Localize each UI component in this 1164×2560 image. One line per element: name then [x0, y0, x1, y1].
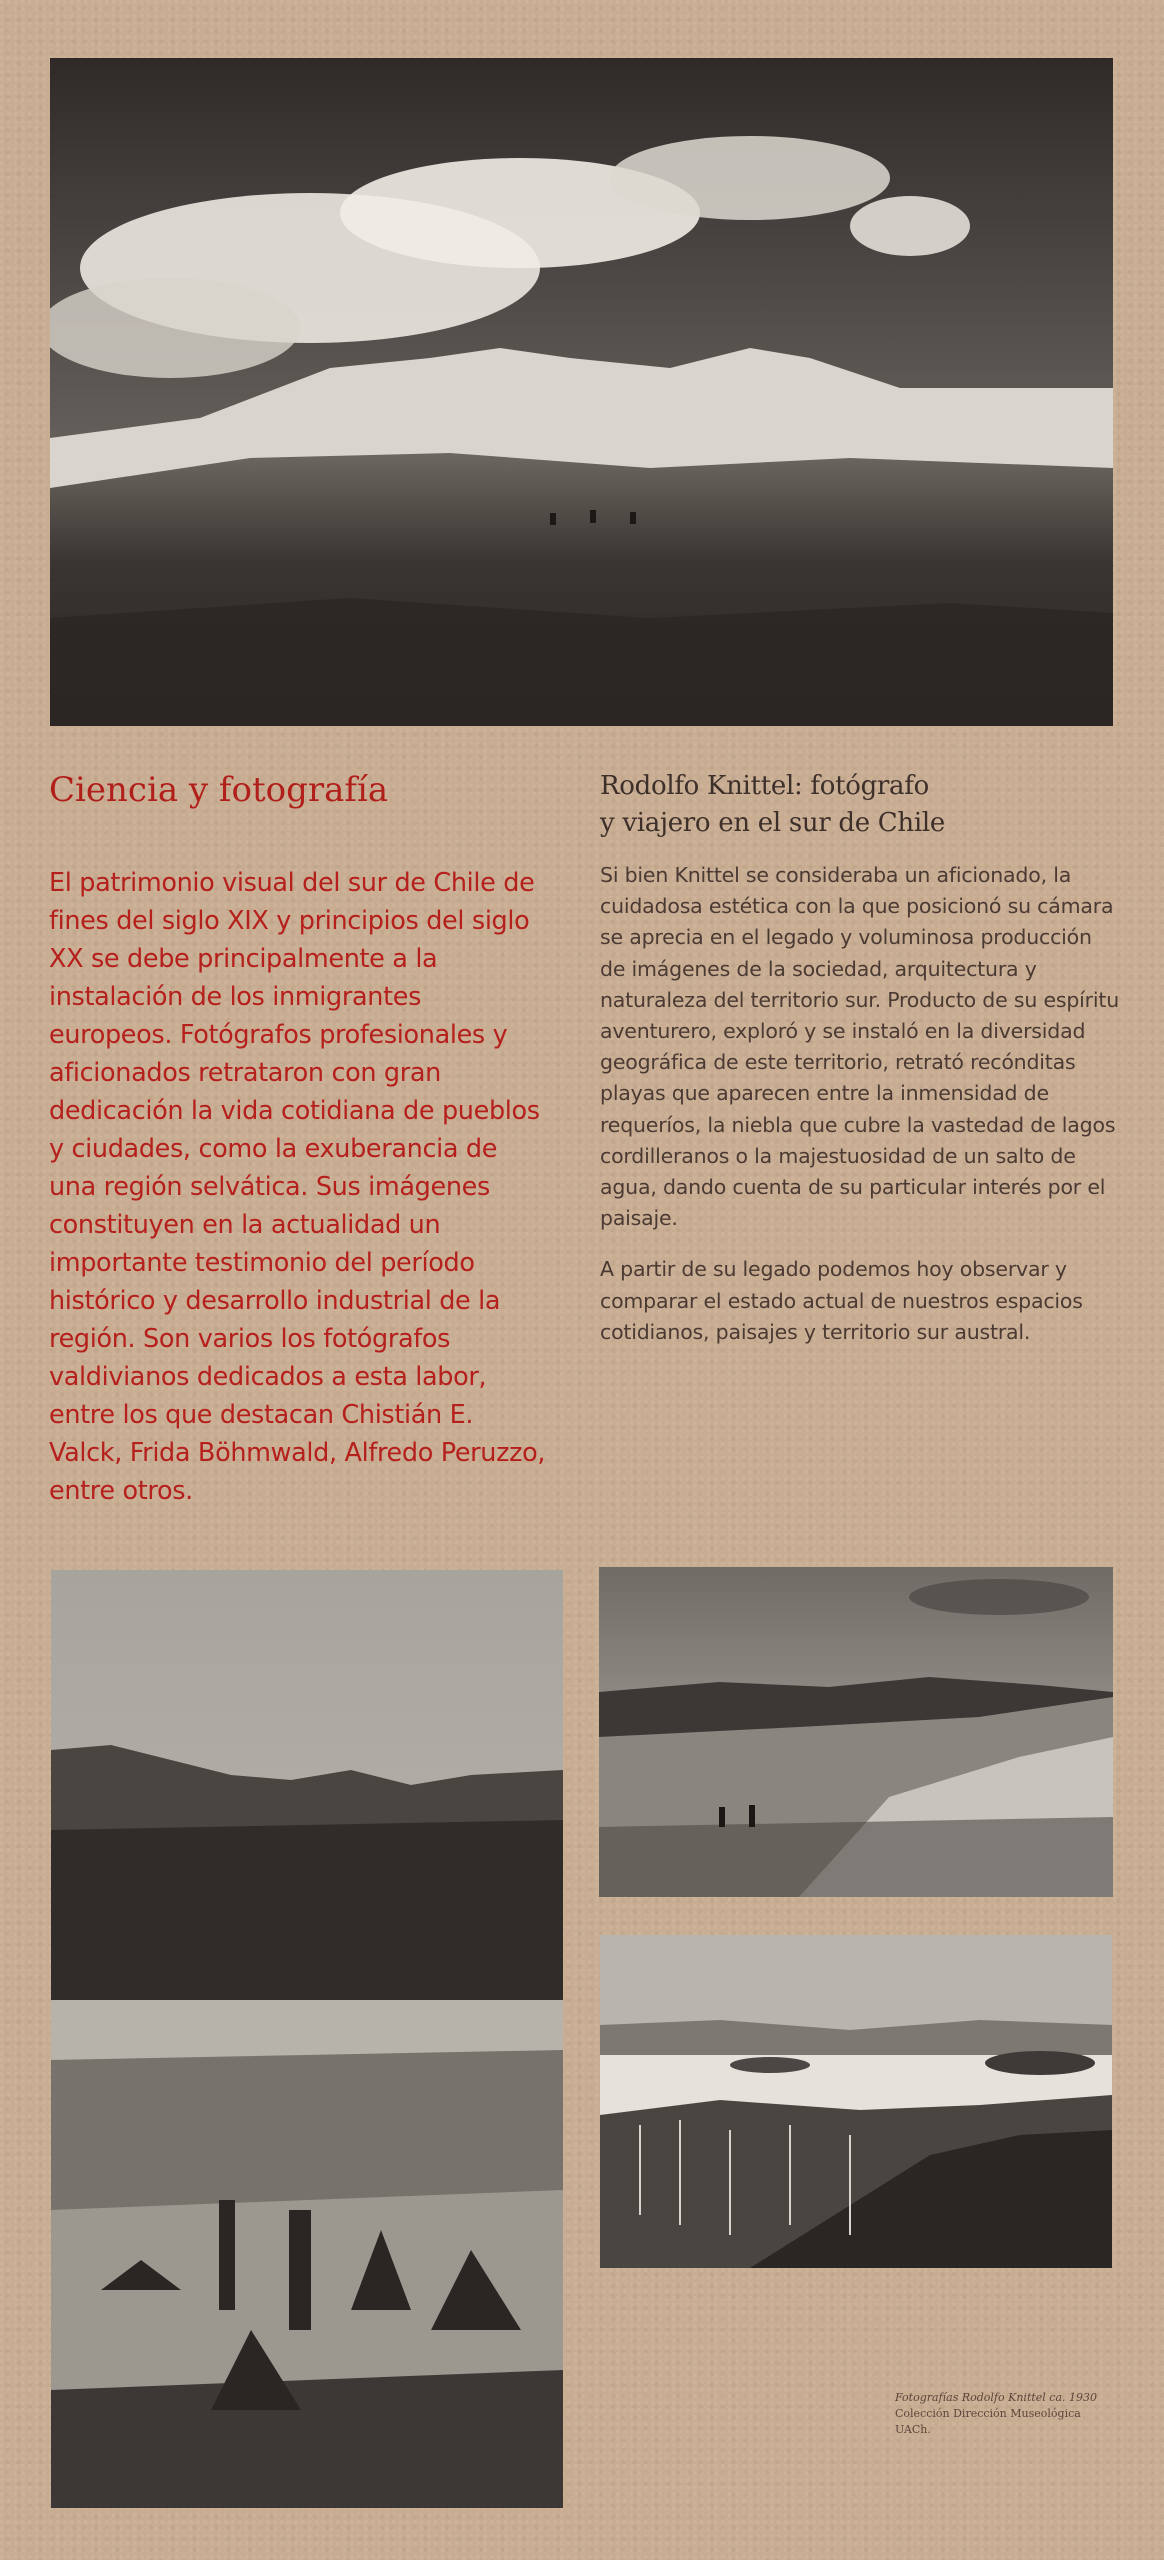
subtitle-line-2: y viajero en el sur de Chile — [600, 808, 945, 838]
photo-volcano-landscape — [50, 58, 1113, 726]
body-paragraph-2: A partir de su legado podemos hoy observar y comparar el estado actual de nuestros espacios cotidianos, paisajes y territorio sur austral. — [600, 1257, 1083, 1344]
photo-hills-two-people — [599, 1567, 1113, 1897]
subtitle-line-1: Rodolfo Knittel: fotógrafo — [600, 771, 929, 801]
photo-misty-lake-forest — [600, 1935, 1112, 2268]
lead-paragraph: El patrimonio visual del sur de Chile de fines del siglo XIX y principios del siglo XX se debe principalmente a la instalación de los inmigrantes europeos. Fotógrafos profesionales y aficionados retrataron con gran dedicación la vida cotidiana de pueblos y ciudades, como la exuberancia de una región selvática. Sus imágenes constituyen en la actualidad un importante testimonio del período histórico y desarrollo industrial de la región. Son varios los fotógrafos valdivianos dedicados a esta labor, entre los que destacan Chistián E. Valck, Frida Böhmwald, Alfredo Peruzzo, entre otros. — [49, 867, 546, 1506]
section-rodolfo-knittel — [600, 768, 1120, 1348]
credit-line-2: Colección Dirección Museológica UACh. — [895, 2407, 1081, 2436]
section-ciencia-fotografia — [49, 770, 549, 1510]
section-title: Ciencia y fotografía — [49, 770, 389, 810]
photo-credit — [895, 2390, 1115, 2438]
section-subtitle — [600, 768, 1120, 842]
body-paragraph-1: Si bien Knittel se consideraba un aficionado, la cuidadosa estética con la que posicionó su cámara se aprecia en el legado y voluminosa producción de imágenes de la sociedad, arquitectura y naturaleza del territorio sur. Producto de su espíritu aventurero, exploró y se instaló en la diversidad geográfica de este territorio, retrató recónditas playas que aparecen entre la inmensidad de requeríos, la niebla que cubre la vastedad de lagos cordilleranos o la majestuosidad de un salto de agua, dando cuenta de su particular interés por el paisaje. — [600, 863, 1119, 1231]
photo-campsite-tents — [51, 1570, 563, 2508]
credit-line-1: Fotografías Rodolfo Knittel ca. 1930 — [895, 2391, 1098, 2404]
